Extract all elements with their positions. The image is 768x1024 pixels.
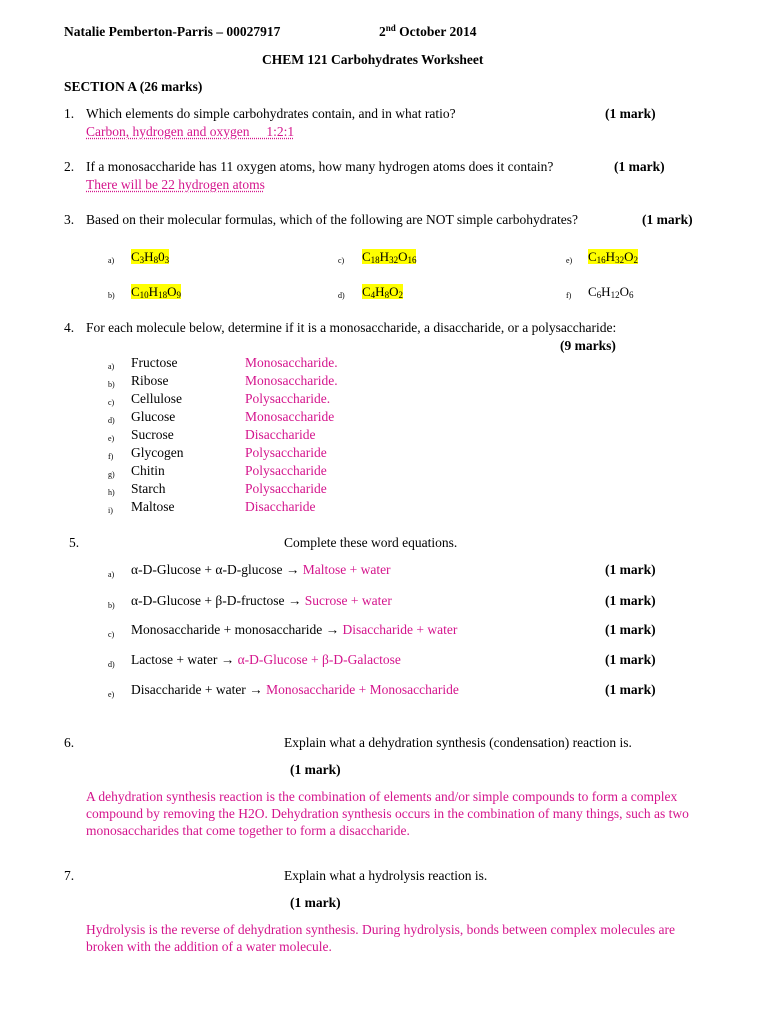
q1-answer: Carbon, hydrogen and oxygen 1:2:1 bbox=[86, 124, 295, 139]
element-count: 10 bbox=[139, 290, 149, 300]
date-day: 2 bbox=[379, 24, 386, 39]
q3-option-letter: e) bbox=[566, 256, 573, 265]
equation-row bbox=[131, 593, 392, 609]
equation-left: Monosaccharide + monosaccharide → bbox=[131, 622, 343, 637]
molecule-answer: Disaccharide bbox=[245, 499, 316, 514]
equation-row bbox=[131, 652, 401, 668]
element-symbol: C bbox=[131, 284, 140, 299]
element-symbol: C bbox=[362, 284, 371, 299]
equation-answer: α-D-Glucose + β-D-Galactose bbox=[237, 652, 401, 667]
equation-marks: (1 mark) bbox=[605, 622, 656, 637]
q7-text: Explain what a hydrolysis reaction is. bbox=[284, 868, 488, 883]
element-symbol: C bbox=[362, 249, 371, 264]
q3-formula bbox=[131, 249, 169, 265]
q2-answer: There will be 22 hydrogen atoms bbox=[86, 177, 265, 192]
equation-letter: c) bbox=[108, 630, 115, 639]
list-item-letter: a) bbox=[108, 362, 115, 371]
equation-letter: b) bbox=[108, 601, 115, 610]
q1-marks: (1 mark) bbox=[605, 106, 656, 121]
q1-number: 1. bbox=[64, 106, 75, 121]
equation-answer: Maltose + water bbox=[302, 562, 391, 577]
equation-marks: (1 mark) bbox=[605, 682, 656, 697]
q4-number: 4. bbox=[64, 320, 75, 335]
q3-formula bbox=[588, 249, 638, 265]
equation-letter: e) bbox=[108, 690, 115, 699]
equation-answer: Sucrose + water bbox=[304, 593, 392, 608]
molecule-answer: Monosaccharide. bbox=[245, 355, 338, 370]
q2-number: 2. bbox=[64, 159, 75, 174]
student-name: Natalie Pemberton-Parris – 00027917 bbox=[64, 24, 281, 39]
element-symbol: O bbox=[389, 284, 399, 299]
q7-answer: Hydrolysis is the reverse of dehydration synthesis. During hydrolysis, bonds between complex molecules are broken with the addition of a water molecule. bbox=[86, 922, 676, 954]
element-count: 4 bbox=[370, 290, 376, 300]
q6-text: Explain what a dehydration synthesis (condensation) reaction is. bbox=[284, 735, 632, 750]
q5-number: 5. bbox=[69, 535, 80, 550]
element-symbol: H bbox=[379, 249, 390, 264]
q3-marks: (1 mark) bbox=[642, 212, 693, 227]
element-count: 6 bbox=[628, 290, 634, 300]
q3-formula bbox=[362, 284, 403, 300]
element-symbol: H bbox=[144, 249, 154, 264]
q3-option-letter: d) bbox=[338, 291, 345, 300]
molecule-answer: Monosaccharide bbox=[245, 409, 335, 424]
element-count: 16 bbox=[596, 255, 606, 265]
q6-answer: A dehydration synthesis reaction is the combination of elements and/or simple compounds to form a complex compound by removing the H2O. Dehydration synthesis occurs in the combination of many things, such as two monosaccharides that come together to form a disaccharide. bbox=[86, 789, 689, 838]
element-symbol: 0 bbox=[158, 249, 165, 264]
q4-text: For each molecule below, determine if it is a monosaccharide, a disaccharide, or a polysaccharide: bbox=[86, 320, 617, 335]
q6-number: 6. bbox=[64, 735, 75, 750]
element-count: 8 bbox=[153, 255, 159, 265]
molecule-name: Cellulose bbox=[131, 391, 182, 406]
molecule-name: Ribose bbox=[131, 373, 169, 388]
molecule-answer: Monosaccharide. bbox=[245, 373, 338, 388]
molecule-answer: Polysaccharide bbox=[245, 463, 327, 478]
element-symbol: O bbox=[398, 249, 408, 264]
q3-formula bbox=[362, 249, 416, 265]
q1-text: Which elements do simple carbohydrates contain, and in what ratio? bbox=[86, 106, 456, 121]
list-item-letter: i) bbox=[108, 506, 113, 515]
element-symbol: O bbox=[619, 284, 629, 299]
q2-marks: (1 mark) bbox=[614, 159, 665, 174]
element-symbol: C bbox=[588, 249, 597, 264]
element-count: 18 bbox=[370, 255, 380, 265]
element-count: 8 bbox=[384, 290, 390, 300]
q3-formula bbox=[131, 284, 181, 300]
element-symbol: C bbox=[131, 249, 140, 264]
molecule-name: Maltose bbox=[131, 499, 175, 514]
list-item-letter: e) bbox=[108, 434, 115, 443]
q2-text: If a monosaccharide has 11 oxygen atoms, how many hydrogen atoms does it contain? bbox=[86, 159, 554, 174]
equation-left: Disaccharide + water → bbox=[131, 682, 267, 697]
date-suffix: nd bbox=[385, 23, 396, 33]
element-count: 3 bbox=[139, 255, 145, 265]
element-count: 12 bbox=[610, 290, 620, 300]
molecule-answer: Polysaccharide bbox=[245, 445, 327, 460]
molecule-name: Fructose bbox=[131, 355, 178, 370]
element-count: 16 bbox=[407, 255, 417, 265]
q3-option-letter: c) bbox=[338, 256, 345, 265]
molecule-answer: Polysaccharide bbox=[245, 481, 327, 496]
list-item-letter: g) bbox=[108, 470, 115, 479]
element-count: 18 bbox=[158, 290, 168, 300]
date-rest: October 2014 bbox=[395, 24, 477, 39]
q7-number: 7. bbox=[64, 868, 75, 883]
q6-marks: (1 mark) bbox=[290, 762, 341, 777]
molecule-answer: Polysaccharide. bbox=[245, 391, 331, 406]
equation-marks: (1 mark) bbox=[605, 652, 656, 667]
page-title: CHEM 121 Carbohydrates Worksheet bbox=[262, 52, 484, 67]
molecule-name: Starch bbox=[131, 481, 166, 496]
q3-number: 3. bbox=[64, 212, 75, 227]
list-item-letter: b) bbox=[108, 380, 115, 389]
equation-left: α-D-Glucose + β-D-fructose → bbox=[131, 593, 305, 608]
list-item-letter: f) bbox=[108, 452, 114, 461]
molecule-name: Glycogen bbox=[131, 445, 184, 460]
element-symbol: H bbox=[375, 284, 385, 299]
element-symbol: H bbox=[601, 284, 611, 299]
element-count: 32 bbox=[615, 255, 625, 265]
list-item-letter: h) bbox=[108, 488, 115, 497]
equation-marks: (1 mark) bbox=[605, 593, 656, 608]
q3-option-letter: f) bbox=[566, 291, 572, 300]
equation-row bbox=[131, 562, 391, 578]
equation-letter: a) bbox=[108, 570, 115, 579]
equation-row bbox=[131, 622, 457, 638]
element-count: 2 bbox=[633, 255, 638, 265]
equation-answer: Disaccharide + water bbox=[342, 622, 458, 637]
q3-option-letter: a) bbox=[108, 256, 115, 265]
element-symbol: C bbox=[588, 284, 597, 299]
element-count: 32 bbox=[389, 255, 399, 265]
q3-text: Based on their molecular formulas, which of the following are NOT simple carbohydrates? bbox=[86, 212, 578, 227]
element-count: 9 bbox=[176, 290, 181, 300]
element-symbol: O bbox=[167, 284, 177, 299]
molecule-name: Chitin bbox=[131, 463, 165, 478]
date bbox=[379, 24, 477, 40]
q3-formula bbox=[588, 284, 633, 300]
element-symbol: H bbox=[605, 249, 616, 264]
element-symbol: H bbox=[148, 284, 159, 299]
element-symbol: O bbox=[624, 249, 634, 264]
q7-marks: (1 mark) bbox=[290, 895, 341, 910]
equation-left: Lactose + water → bbox=[131, 652, 238, 667]
q3-option-letter: b) bbox=[108, 291, 115, 300]
equation-answer: Monosaccharide + Monosaccharide bbox=[266, 682, 459, 697]
equation-left: α-D-Glucose + α-D-glucose → bbox=[131, 562, 303, 577]
molecule-name: Sucrose bbox=[131, 427, 174, 442]
molecule-name: Glucose bbox=[131, 409, 176, 424]
element-count: 2 bbox=[398, 290, 403, 300]
list-item-letter: c) bbox=[108, 398, 115, 407]
element-count: 3 bbox=[164, 255, 170, 265]
equation-letter: d) bbox=[108, 660, 115, 669]
element-count: 6 bbox=[596, 290, 602, 300]
q5-text: Complete these word equations. bbox=[284, 535, 458, 550]
list-item-letter: d) bbox=[108, 416, 115, 425]
q4-marks: (9 marks) bbox=[560, 338, 616, 353]
equation-row bbox=[131, 682, 459, 698]
equation-marks: (1 mark) bbox=[605, 562, 656, 577]
molecule-answer: Disaccharide bbox=[245, 427, 316, 442]
section-heading: SECTION A (26 marks) bbox=[64, 79, 203, 94]
